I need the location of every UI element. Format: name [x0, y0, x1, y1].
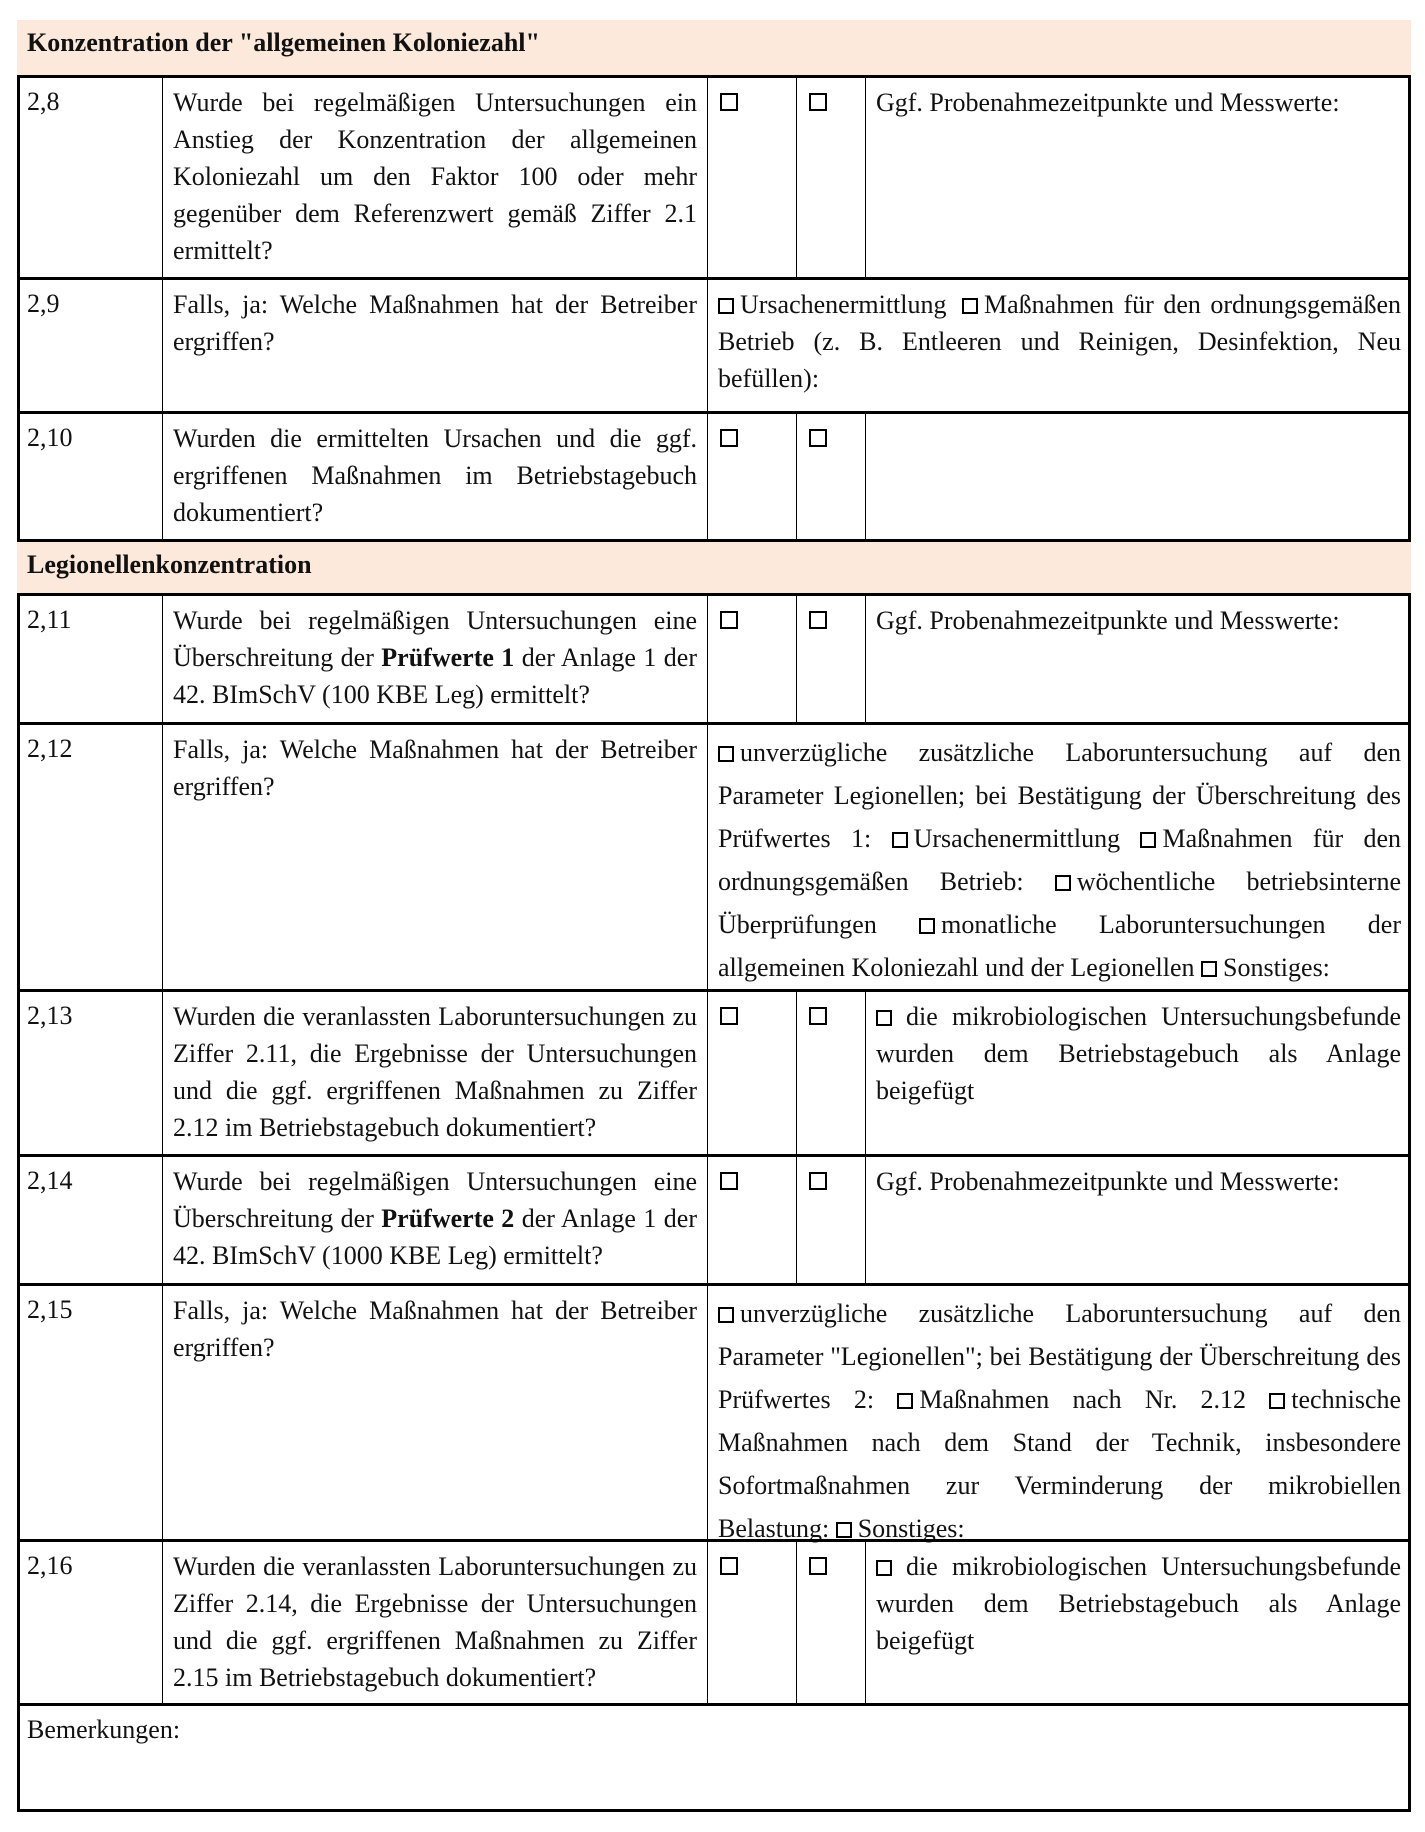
attachment-option: [865, 1542, 1411, 1703]
notes-field[interactable]: [865, 78, 1411, 277]
section-title: Legionellenkonzentration: [27, 550, 312, 579]
question-text: Falls, ja: Welche Maßnahmen hat der Betreiber ergriffen?: [162, 280, 707, 411]
yes-checkbox[interactable]: [720, 1007, 738, 1025]
question-emphasis: Prüfwerte 2: [381, 1204, 515, 1233]
row-number: 2,15: [27, 1295, 73, 1324]
question-text: Falls, ja: Welche Maßnahmen hat der Betreiber ergriffen?: [162, 1286, 707, 1539]
option-checkbox-woechentlich[interactable]: [1055, 875, 1071, 891]
row-number: 2,9: [27, 289, 60, 318]
no-cell: [796, 78, 865, 277]
yes-checkbox[interactable]: [720, 429, 738, 447]
question-part: der Anlage 1 der 42. BImSchV (100 KBE Leg) ermittelt?: [173, 643, 697, 709]
question-text: [162, 596, 707, 722]
option-checkbox-sonstiges[interactable]: [836, 1522, 852, 1538]
question-part: Wurde bei regelmäßigen Untersuchungen eine Überschreitung der: [173, 1167, 697, 1233]
option-label: Maßnahmen für den ordnungsgemäßen Betrieb:: [718, 824, 1402, 896]
yes-cell: [707, 596, 796, 722]
table-row-2-11: [17, 593, 1411, 722]
no-checkbox[interactable]: [809, 1557, 827, 1575]
option-label: die mikrobiologischen Untersuchungsbefunde wurden dem Betriebstagebuch als Anlage beigefügt: [876, 1552, 1401, 1655]
question-part: der Anlage 1 der 42. BImSchV (1000 KBE Leg) ermittelt?: [173, 1204, 697, 1270]
notes-field[interactable]: [865, 596, 1411, 722]
yes-cell: [707, 992, 796, 1154]
notes-label: Ggf. Probenahmezeitpunkte und Messwerte:: [876, 606, 1340, 635]
attachment-option: [865, 992, 1411, 1154]
yes-cell: [707, 1542, 796, 1703]
table-row-2-10: [17, 411, 1411, 539]
row-number: 2,14: [27, 1166, 73, 1195]
no-checkbox[interactable]: [809, 429, 827, 447]
no-cell: [796, 596, 865, 722]
option-label: unverzügliche zusätzliche Laboruntersuchung auf den Parameter "Legionellen"; bei Bestätigung der Überschreitung des Prüfwertes 2:: [718, 1299, 1401, 1414]
table-row-2-15: [17, 1283, 1411, 1543]
notes-field[interactable]: [865, 414, 1411, 539]
option-checkbox-massnahmen-2-12[interactable]: [897, 1393, 913, 1409]
yes-checkbox[interactable]: [720, 611, 738, 629]
table-row-2-9: [17, 277, 1411, 411]
option-label: Maßnahmen nach Nr. 2.12: [919, 1385, 1247, 1414]
option-checkbox-ursachenermittlung[interactable]: [892, 832, 908, 848]
no-checkbox[interactable]: [809, 611, 827, 629]
row-number: 2,10: [27, 423, 73, 452]
section-header-legionellen: [17, 539, 1411, 593]
notes-label: Ggf. Probenahmezeitpunkte und Messwerte:: [876, 88, 1340, 117]
row-number: 2,11: [27, 605, 72, 634]
row-number: 2,13: [27, 1001, 73, 1030]
table-row-2-12: [17, 722, 1411, 989]
remarks-field[interactable]: [17, 1706, 1411, 1812]
option-checkbox-technische-massnahmen[interactable]: [1269, 1393, 1285, 1409]
option-label: die mikrobiologischen Untersuchungsbefunde wurden dem Betriebstagebuch als Anlage beigefügt: [876, 1002, 1401, 1105]
measures-options: [707, 725, 1411, 989]
option-checkbox-sonstiges[interactable]: [1201, 961, 1217, 977]
no-checkbox[interactable]: [809, 1172, 827, 1190]
table-row-2-14: [17, 1154, 1411, 1283]
attachment-checkbox[interactable]: [876, 1560, 892, 1576]
row-number: 2,12: [27, 734, 73, 763]
no-cell: [796, 1542, 865, 1703]
section-header-koloniezahl: [17, 20, 1411, 75]
question-text: [162, 1157, 707, 1283]
question-text: Wurde bei regelmäßigen Untersuchungen ein Anstieg der Konzentration der allgemeinen Koloniezahl um den Faktor 100 oder mehr gegenüber dem Referenzwert gemäß Ziffer 2.1 ermittelt?: [162, 78, 707, 277]
yes-cell: [707, 78, 796, 277]
notes-field[interactable]: [865, 1157, 1411, 1283]
question-emphasis: Prüfwerte 1: [381, 643, 515, 672]
option-checkbox-monatlich[interactable]: [919, 918, 935, 934]
attachment-checkbox[interactable]: [876, 1010, 892, 1026]
yes-checkbox[interactable]: [720, 93, 738, 111]
measures-options: [707, 1286, 1411, 1543]
yes-cell: [707, 414, 796, 539]
yes-checkbox[interactable]: [720, 1557, 738, 1575]
yes-cell: [707, 1157, 796, 1283]
question-text: Wurden die ermittelten Ursachen und die ggf. ergriffenen Maßnahmen im Betriebstagebuch dokumentiert?: [162, 414, 707, 539]
question-text: Wurden die veranlassten Laboruntersuchungen zu Ziffer 2.11, die Ergebnisse der Untersuchungen und die ggf. ergriffenen Maßnahmen zu Ziffer 2.12 im Betriebstagebuch dokumentiert?: [162, 992, 707, 1154]
option-checkbox-ursachenermittlung[interactable]: [718, 298, 734, 314]
option-label: Ursachenermittlung: [740, 290, 947, 319]
option-checkbox-massnahmen[interactable]: [962, 298, 978, 314]
no-checkbox[interactable]: [809, 93, 827, 111]
option-label: wöchentliche betriebsinterne Überprüfungen: [718, 867, 1401, 939]
row-number: 2,16: [27, 1551, 73, 1580]
remarks-label: Bemerkungen:: [27, 1715, 181, 1744]
no-cell: [796, 992, 865, 1154]
option-label: Sonstiges:: [1223, 953, 1330, 982]
notes-label: Ggf. Probenahmezeitpunkte und Messwerte:: [876, 1167, 1340, 1196]
table-row-2-8: [17, 75, 1411, 277]
option-label: Sonstiges:: [857, 1514, 965, 1543]
option-checkbox-massnahmen[interactable]: [1140, 832, 1156, 848]
question-text: Wurden die veranlassten Laboruntersuchungen zu Ziffer 2.14, die Ergebnisse der Untersuchungen und die ggf. ergriffenen Maßnahmen zu Ziffer 2.15 im Betriebstagebuch dokumentiert?: [162, 1542, 707, 1703]
yes-checkbox[interactable]: [720, 1172, 738, 1190]
remarks-row: [17, 1703, 1411, 1812]
option-label: monatliche Laboruntersuchungen der allgemeinen Koloniezahl und der Legionellen: [718, 910, 1401, 982]
table-row-2-16: [17, 1539, 1411, 1703]
question-text: Falls, ja: Welche Maßnahmen hat der Betreiber ergriffen?: [162, 725, 707, 989]
option-label: unverzügliche zusätzliche Laboruntersuchung auf den Parameter Legionellen; bei Bestätigung der Überschreitung des Prüfwertes 1:: [718, 738, 1401, 853]
no-cell: [796, 414, 865, 539]
option-label: Maßnahmen für den ordnungsgemäßen Betrieb (z. B. Entleeren und Reinigen, Desinfektion, Neu befüllen):: [718, 290, 1401, 393]
row-number: 2,8: [27, 87, 60, 116]
no-checkbox[interactable]: [809, 1007, 827, 1025]
option-label: Ursachenermittlung: [913, 824, 1121, 853]
question-part: Wurde bei regelmäßigen Untersuchungen eine Überschreitung der: [173, 606, 697, 672]
section-title: Konzentration der "allgemeinen Koloniezahl": [27, 28, 540, 57]
table-row-2-13: [17, 989, 1411, 1154]
option-checkbox-laboruntersuchung[interactable]: [718, 746, 734, 762]
option-checkbox-laboruntersuchung[interactable]: [718, 1307, 734, 1323]
option-label: technische Maßnahmen nach dem Stand der Technik, insbesondere Sofortmaßnahmen zur Verminderung der mikrobiellen Belastung:: [718, 1385, 1402, 1543]
measures-options: [707, 280, 1411, 411]
no-cell: [796, 1157, 865, 1283]
